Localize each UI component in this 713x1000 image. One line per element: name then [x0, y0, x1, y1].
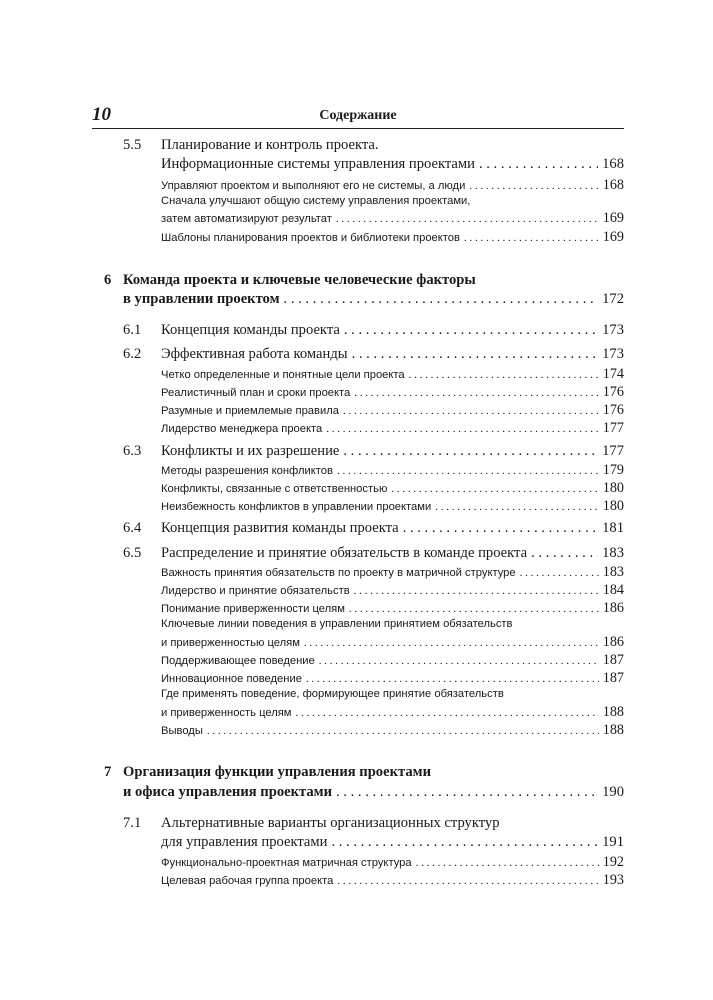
- entry-title: Конфликты и их разрешение: [161, 443, 340, 459]
- page-ref: 188: [602, 722, 624, 738]
- subentry-title-line[interactable]: Где применять поведение, формирующее принятие обязательств: [161, 688, 504, 700]
- toc-subentry[interactable]: [161, 670, 624, 687]
- dot-leader: [343, 443, 598, 460]
- toc-subentry[interactable]: [161, 462, 624, 479]
- entry-title: Разумные и приемлемые правила: [161, 405, 339, 417]
- chapter-number: 6: [104, 272, 112, 288]
- entry-title: и приверженностью целям: [161, 637, 300, 649]
- dot-leader: [531, 545, 598, 562]
- dot-leader: [435, 501, 599, 513]
- dot-leader: [349, 603, 599, 615]
- entry-title: Методы разрешения конфликтов: [161, 465, 333, 477]
- page-ref: 179: [602, 462, 624, 478]
- dot-leader: [343, 405, 599, 417]
- dot-leader: [284, 291, 599, 308]
- toc-subentry[interactable]: [161, 722, 624, 739]
- entry-title: Конфликты, связанные с ответственностью: [161, 483, 388, 495]
- dot-leader: [304, 637, 599, 649]
- chapter-title-line[interactable]: Команда проекта и ключевые человеческие факторы: [123, 272, 476, 288]
- dot-leader: [326, 423, 598, 435]
- entry-title: Целевая рабочая группа проекта: [161, 875, 334, 887]
- entry-title: Важность принятия обязательств по проекту в матричной структуре: [161, 567, 516, 579]
- entry-title: в управлении проектом: [123, 291, 280, 307]
- section-number: 5.5: [123, 137, 142, 153]
- dot-leader: [337, 465, 599, 477]
- section-number: 6.4: [123, 520, 142, 536]
- toc-chapter-entry[interactable]: [123, 784, 624, 801]
- toc-subentry[interactable]: [161, 652, 624, 669]
- dot-leader: [391, 483, 598, 495]
- page-ref: 186: [602, 600, 624, 616]
- dot-leader: [469, 180, 598, 192]
- section-number: 7.1: [123, 815, 142, 831]
- section-number: 6.1: [123, 322, 142, 338]
- dot-leader: [207, 725, 599, 737]
- page-ref: 180: [602, 498, 624, 514]
- dot-leader: [479, 156, 598, 173]
- entry-title: Распределение и принятие обязательств в команде проекта: [161, 545, 528, 561]
- entry-title: Выводы: [161, 725, 203, 737]
- subentry-title-line[interactable]: Ключевые линии поведения в управлении принятием обязательств: [161, 618, 513, 630]
- page-ref: 192: [602, 854, 624, 870]
- toc-subentry[interactable]: [161, 210, 624, 227]
- section-title-line[interactable]: Планирование и контроль проекта.: [161, 137, 379, 153]
- entry-title: Лидерство менеджера проекта: [161, 423, 323, 435]
- dot-leader: [416, 857, 599, 869]
- entry-title: и офиса управления проектами: [123, 784, 332, 800]
- entry-title: Концепция развития команды проекта: [161, 520, 399, 536]
- page-ref: 184: [602, 582, 624, 598]
- toc-entry[interactable]: [161, 545, 624, 562]
- toc-subentry[interactable]: [161, 582, 624, 599]
- running-header: [92, 104, 624, 129]
- toc-subentry[interactable]: [161, 634, 624, 651]
- toc-subentry[interactable]: [161, 480, 624, 497]
- toc-subentry[interactable]: [161, 402, 624, 419]
- toc-subentry[interactable]: [161, 872, 624, 889]
- section-number: 6.5: [123, 545, 142, 561]
- entry-title: Шаблоны планирования проектов и библиотеки проектов: [161, 232, 460, 244]
- page-ref: 183: [602, 545, 624, 561]
- toc-subentry[interactable]: [161, 366, 624, 383]
- toc-entry[interactable]: [161, 834, 624, 851]
- entry-title: Поддерживающее поведение: [161, 655, 315, 667]
- page-ref: 183: [602, 564, 624, 580]
- entry-title: Понимание приверженности целям: [161, 603, 345, 615]
- dot-leader: [354, 585, 599, 597]
- page-ref: 177: [602, 420, 624, 436]
- entry-title: Лидерство и принятие обязательств: [161, 585, 350, 597]
- dot-leader: [409, 369, 599, 381]
- page-ref: 169: [602, 210, 624, 226]
- page-ref: 188: [602, 704, 624, 720]
- page-ref: 190: [602, 784, 624, 800]
- page-number: 10: [92, 104, 111, 125]
- entry-title: Концепция команды проекта: [161, 322, 340, 338]
- page-ref: 177: [602, 443, 624, 459]
- toc-entry[interactable]: [161, 346, 624, 363]
- dot-leader: [344, 322, 598, 339]
- dot-leader: [464, 232, 599, 244]
- page-ref: 193: [602, 872, 624, 888]
- page-ref: 187: [602, 652, 624, 668]
- section-number: 6.3: [123, 443, 142, 459]
- entry-title: Функционально-проектная матричная структура: [161, 857, 412, 869]
- toc-entry[interactable]: [161, 156, 624, 173]
- entry-title: затем автоматизируют результат: [161, 213, 332, 225]
- dot-leader: [336, 213, 599, 225]
- toc-subentry[interactable]: [161, 229, 624, 246]
- dot-leader: [331, 834, 598, 851]
- dot-leader: [403, 520, 598, 537]
- dot-leader: [352, 346, 599, 363]
- entry-title: Эффективная работа команды: [161, 346, 348, 362]
- dot-leader: [296, 707, 599, 719]
- page-ref: 168: [602, 177, 624, 193]
- toc-subentry[interactable]: [161, 498, 624, 515]
- section-number: 6.2: [123, 346, 142, 362]
- dot-leader: [336, 784, 598, 801]
- dot-leader: [319, 655, 599, 667]
- entry-title: Неизбежность конфликтов в управлении проектами: [161, 501, 432, 513]
- toc-subentry[interactable]: [161, 384, 624, 401]
- running-title: Содержание: [319, 108, 397, 123]
- toc-subentry[interactable]: [161, 600, 624, 617]
- subentry-title-line[interactable]: Сначала улучшают общую систему управления проектами,: [161, 195, 471, 207]
- dot-leader: [520, 567, 599, 579]
- dot-leader: [306, 673, 599, 685]
- toc-subentry[interactable]: [161, 704, 624, 721]
- entry-title: Управляют проектом и выполняют его не системы, а люди: [161, 180, 466, 192]
- page-ref: 191: [602, 834, 624, 850]
- page-ref: 176: [602, 402, 624, 418]
- toc-subentry[interactable]: [161, 177, 624, 194]
- page-ref: 173: [602, 322, 624, 338]
- toc-chapter-entry[interactable]: [123, 291, 624, 308]
- toc-entry[interactable]: [161, 443, 624, 460]
- page-ref: 176: [602, 384, 624, 400]
- page-ref: 173: [602, 346, 624, 362]
- entry-title: для управления проектами: [161, 834, 328, 850]
- page-ref: 180: [602, 480, 624, 496]
- entry-title: и приверженность целям: [161, 707, 292, 719]
- toc-entry[interactable]: [161, 322, 624, 339]
- entry-title: Инновационное поведение: [161, 673, 302, 685]
- dot-leader: [337, 875, 598, 887]
- page-ref: 169: [602, 229, 624, 245]
- toc-subentry[interactable]: [161, 854, 624, 871]
- page-ref: 186: [602, 634, 624, 650]
- page-ref: 174: [602, 366, 624, 382]
- dot-leader: [354, 387, 598, 399]
- entry-title: Реалистичный план и сроки проекта: [161, 387, 351, 399]
- chapter-title-line[interactable]: Организация функции управления проектами: [123, 764, 431, 780]
- toc-subentry[interactable]: [161, 564, 624, 581]
- entry-title: Информационные системы управления проектами: [161, 156, 475, 172]
- page-ref: 172: [602, 291, 624, 307]
- chapter-number: 7: [104, 764, 112, 780]
- toc-subentry[interactable]: [161, 420, 624, 437]
- page-ref: 187: [602, 670, 624, 686]
- page-ref: 168: [602, 156, 624, 172]
- entry-title: Четко определенные и понятные цели проекта: [161, 369, 405, 381]
- page-ref: 181: [602, 520, 624, 536]
- toc-entry[interactable]: [161, 520, 624, 537]
- section-title-line[interactable]: Альтернативные варианты организационных структур: [161, 815, 500, 831]
